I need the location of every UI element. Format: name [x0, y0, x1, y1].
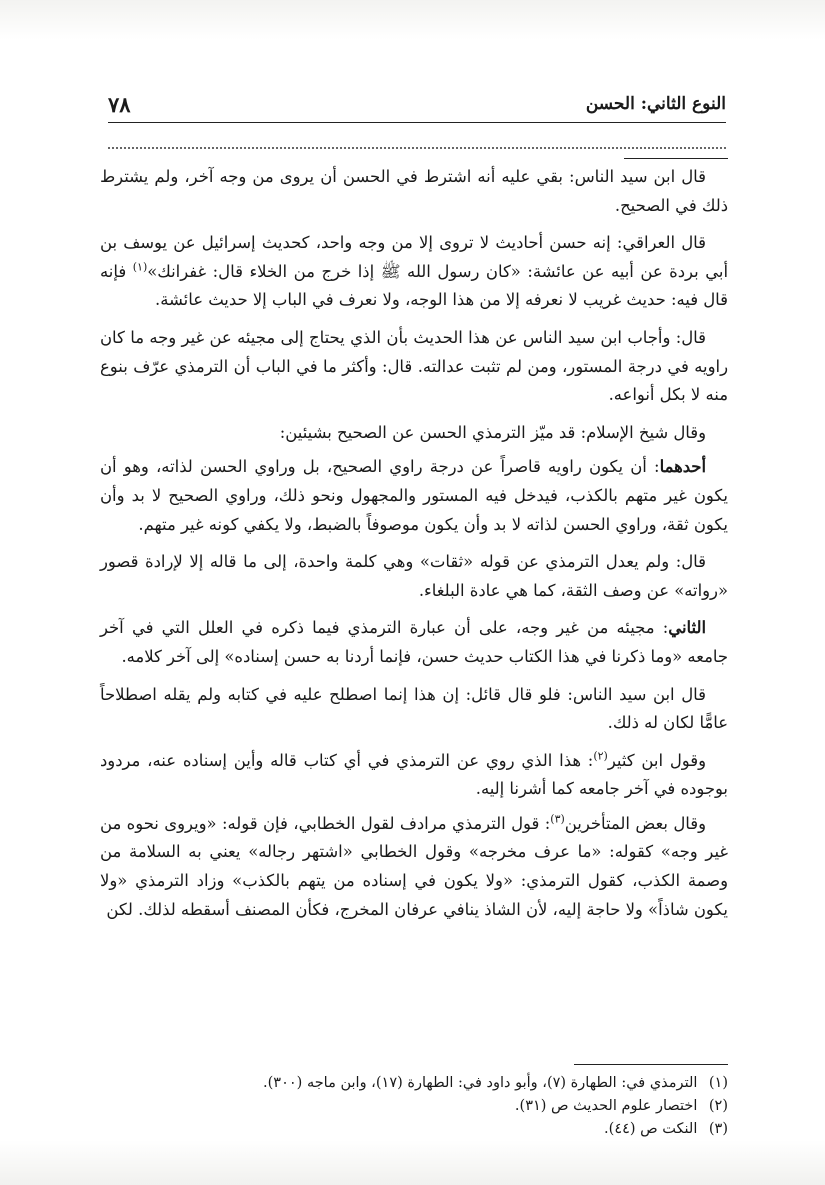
paragraph-text: قال ابن سيد الناس: فلو قال قائل: إن هذا إنما اصطلح عليه في كتابه ولم يقله اصطلاحاً عامًّا لكان له ذلك. — [100, 684, 728, 733]
paragraph — [100, 614, 728, 671]
paragraph — [100, 810, 728, 924]
paragraph-lead: الثاني — [668, 618, 706, 638]
paragraph-text: قال ابن سيد الناس: بقي عليه أنه اشترط في الحسن أن يروى من وجه آخر، ولم يشترط ذلك في الصحيح. — [100, 167, 728, 215]
page-number: ٧٨ — [108, 92, 131, 117]
paragraph — [100, 453, 728, 539]
footnote — [100, 1118, 728, 1141]
footnote-ref: (١) — [132, 260, 148, 274]
paragraph-text: : هذا الذي روي عن الترمذي في أي كتاب قاله وأين إسناده عنه، مردود بوجوده في آخر جامعه كما أشرنا إليه. — [100, 750, 728, 799]
paragraph — [100, 163, 728, 220]
footnote-ref: (٣) — [550, 812, 565, 826]
footnote-number: (٣) — [708, 1121, 728, 1137]
paragraph-lead: أحدهما — [659, 457, 706, 477]
footnote-number: (١) — [708, 1075, 728, 1091]
paragraph — [100, 324, 728, 410]
paragraph-text: : أن يكون راويه قاصراً عن درجة راوي الصحيح، بل وراوي الحسن لذاته، وهو أن يكون غير متهم بالكذب، فيدخل فيه المستور والمجهول ونحو ذلك، وراوي الصحيح لا بد وأن يكون ثقة، وراوي الحسن لذاته لا بد وأن يكون موصوفاً بالضبط، ولا يكفي كونه غير متهم. — [100, 457, 728, 534]
paragraph-text: وقول ابن كثير — [607, 750, 706, 770]
paragraph — [100, 747, 728, 804]
paragraph-text: قال العراقي: إنه حسن أحاديث لا تروى إلا من وجه واحد، كحديث إسرائيل عن يوسف بن أبي بردة عن أبيه عن عائشة: «كان رسول الله ﷺ إذا خرج من الخلاء قال: غفرانك» — [100, 233, 728, 281]
paragraph-text: وقال شيخ الإسلام: قد ميّز الترمذي الحسن عن الصحيح بشيئين: — [279, 422, 706, 442]
page-header — [108, 90, 726, 123]
footnote-text: الترمذي في: الطهارة (٧)، وأبو داود في: الطهارة (١٧)، وابن ماجه (٣٠٠). — [263, 1075, 698, 1091]
footnotes — [100, 1072, 728, 1141]
footnote — [100, 1072, 728, 1095]
footnote-text: النكت ص (٤٤). — [604, 1121, 698, 1137]
footnote-ref: (٢) — [593, 749, 608, 763]
paragraph-text: فإنه قال فيه: حديث غريب لا نعرفه إلا من هذا الوجه، ولا نعرف في الباب إلا حديث عائشة. — [100, 261, 728, 310]
footnote-text: اختصار علوم الحديث ص (٣١). — [514, 1098, 698, 1114]
paragraph-text: قال: وأجاب ابن سيد الناس عن هذا الحديث بأن الذي يحتاج إلى مجيئه عن غير وجه ما كان راويه في درجة المستور، ومن لم تثبت عدالته. قال: وأكثر ما في الباب أن الترمذي عرّف بنوع منه لا بكل أنواعه. — [100, 327, 728, 405]
paragraph — [100, 548, 728, 605]
paragraph — [100, 681, 728, 738]
paragraph — [100, 419, 728, 448]
paragraph-text: وقال بعض المتأخرين — [564, 813, 706, 833]
footnote-number: (٢) — [708, 1098, 728, 1114]
paragraph-text: : مجيئه من غير وجه، على أن عبارة الترمذي فيما ذكره في العلل التي في آخر جامعه «وما ذكرنا في هذا الكتاب حديث حسن، فإنما أردنا به حسن إسناده» إلى آخر كلامه. — [100, 618, 728, 666]
section-rule — [624, 158, 728, 159]
paragraph-text: قال: ولم يعدل الترمذي عن قوله «ثقات» وهي كلمة واحدة، إلى ما قاله إلا لإرادة قصور «رواته» عن وصف الثقة، كما هي عادة البلغاء. — [100, 552, 728, 600]
footnote-rule — [574, 1064, 728, 1065]
main-text — [100, 163, 728, 933]
paragraph-text: : قول الترمذي مرادف لقول الخطابي، فإن قوله: «ويروى نحوه من غير وجه» كقوله: «ما عرف مخرجه» وقول الخطابي «اشتهر رجاله» يعني به السلامة من وصمة الكذب، كقول الترمذي: «ولا يكون في إسناده من يتهم بالكذب» وزاد الترمذي «ولا يكون شاذاً» ولا حاجة إليه، لأن الشاذ ينافي عرفان المخرج، فكأن المصنف أسقطه لذلك. لكن — [100, 813, 728, 919]
running-title: النوع الثاني: الحسن — [585, 94, 726, 114]
paragraph — [100, 229, 728, 315]
footnote — [100, 1095, 728, 1118]
dotted-separator — [108, 147, 726, 149]
